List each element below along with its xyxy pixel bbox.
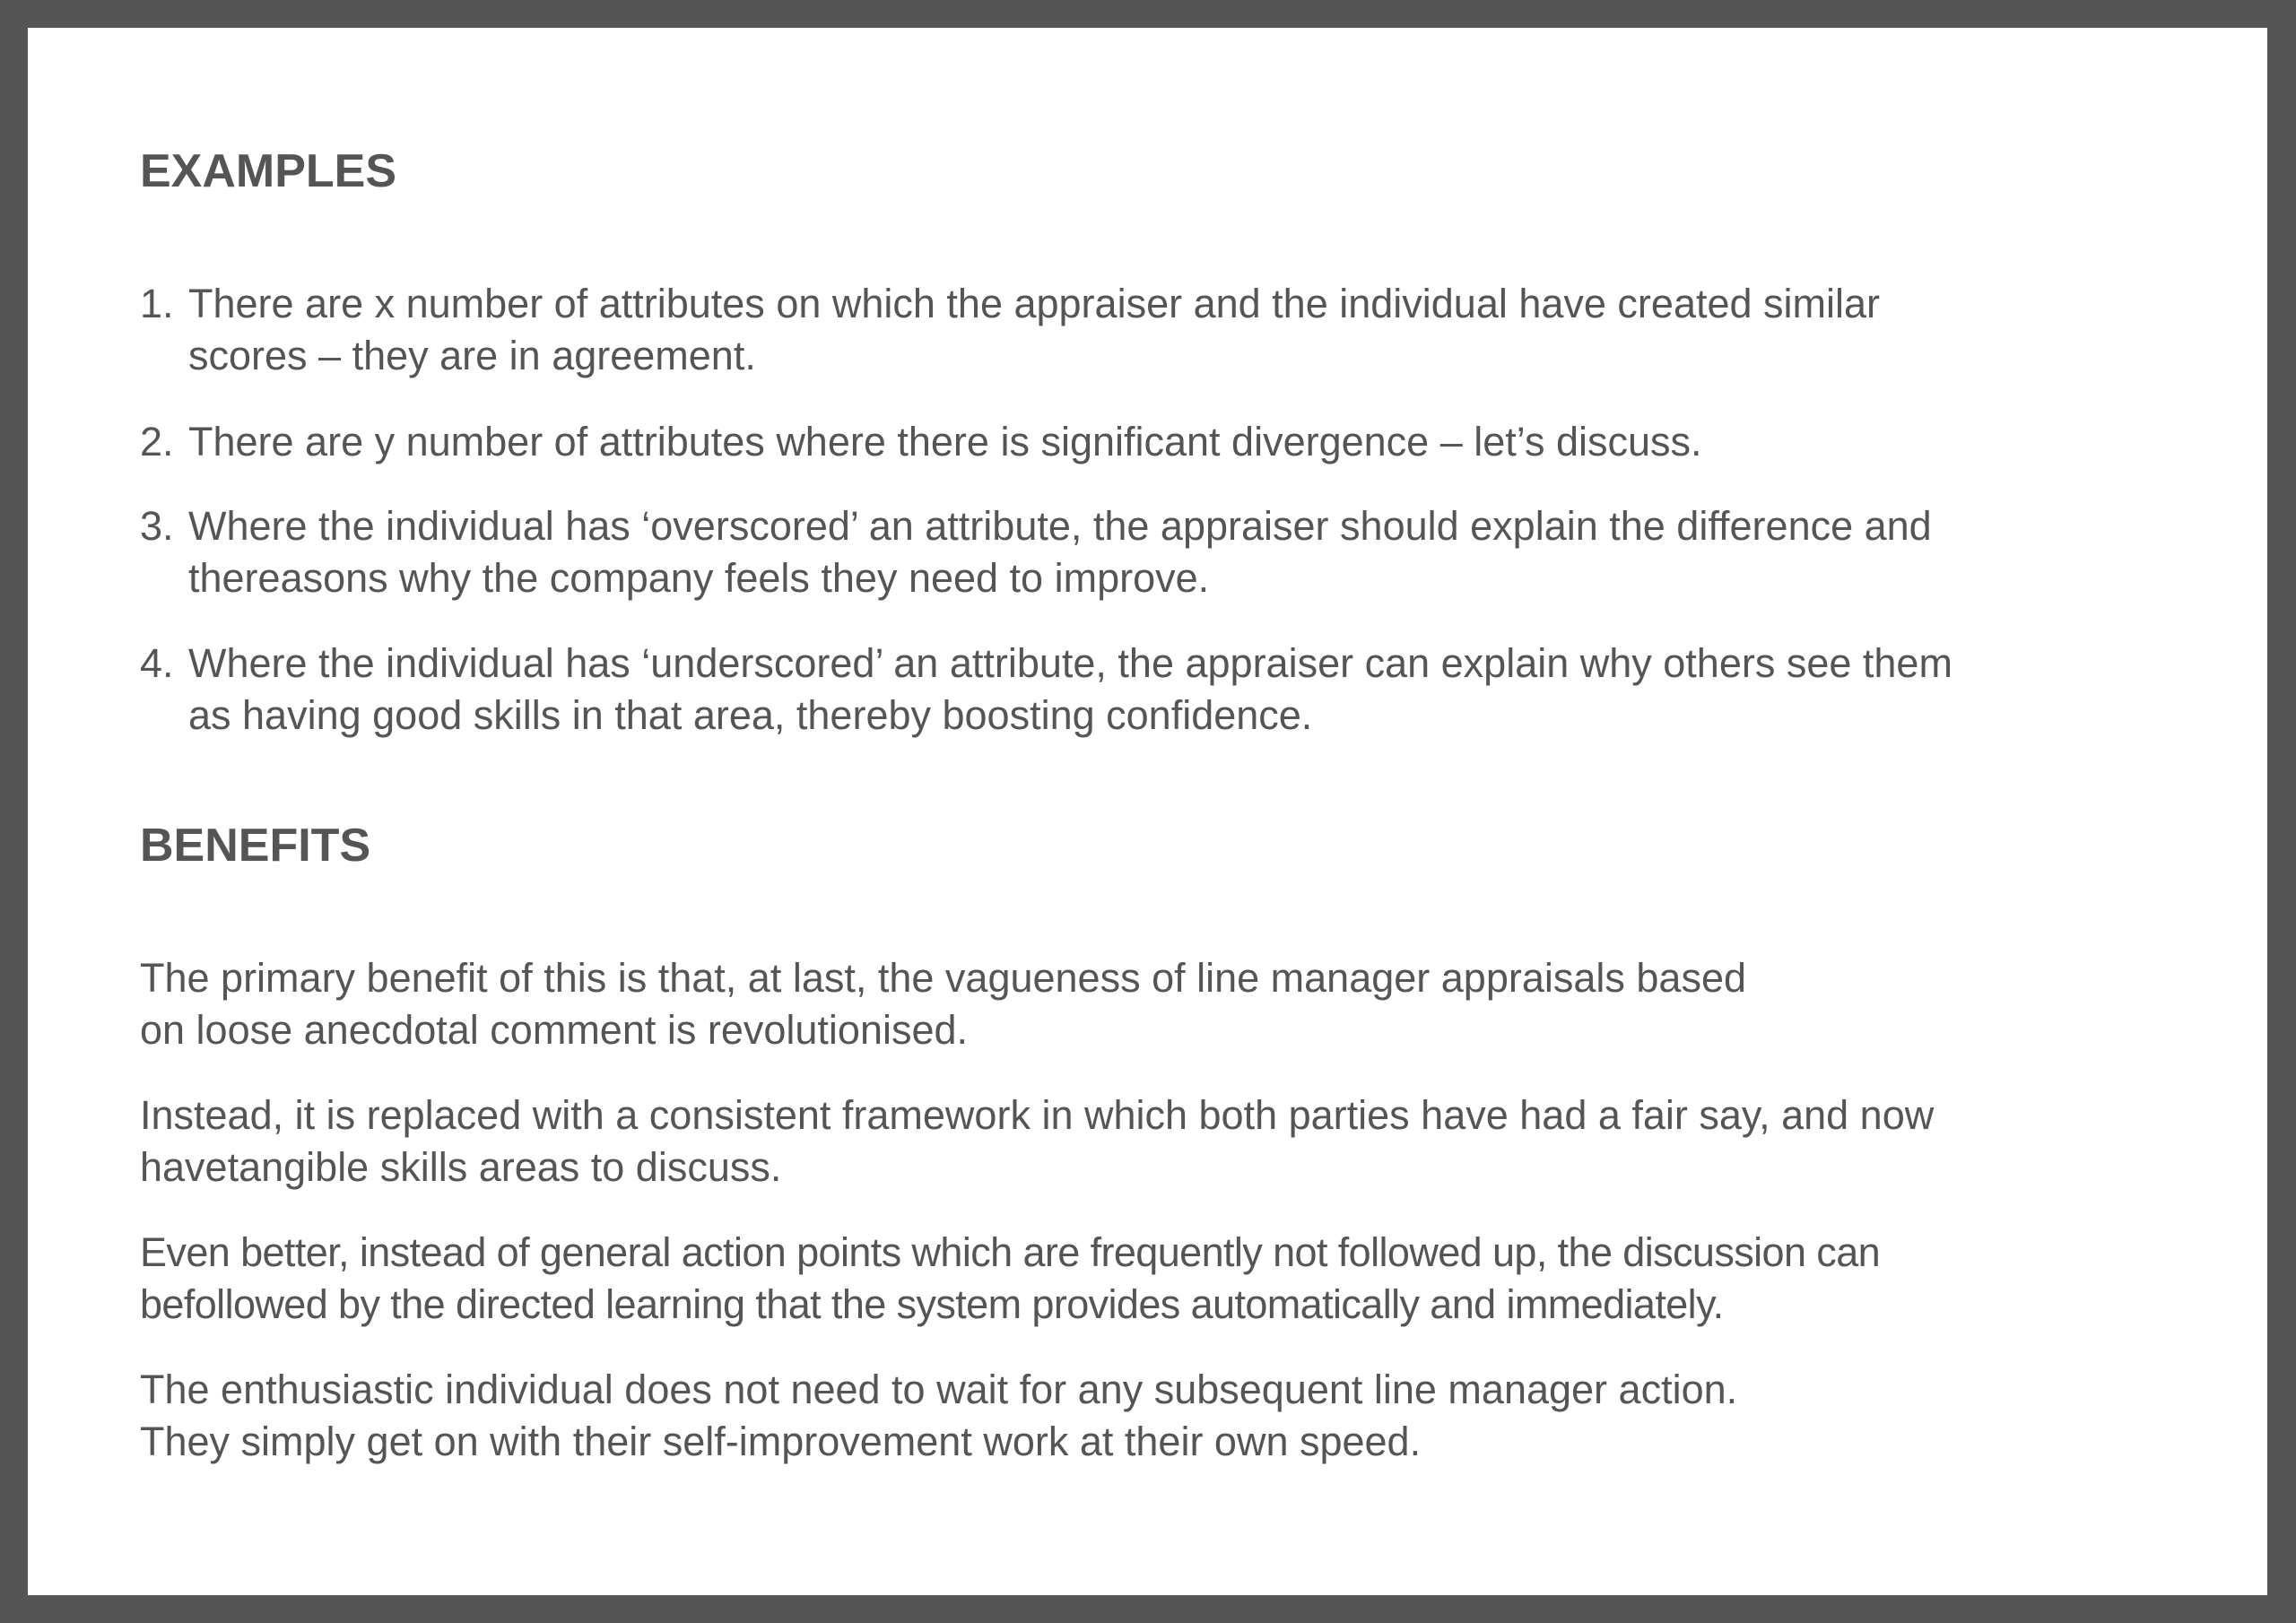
paragraph-line: The primary benefit of this is that, at last, the vagueness of line manager appraisals based	[140, 955, 1746, 1001]
list-item-number: 3.	[140, 503, 174, 549]
list-item-line: scores – they are in agreement.	[188, 333, 756, 378]
list-item-number: 2.	[140, 419, 174, 464]
list-item-line: Where the individual has ‘underscored’ an attribute, the appraiser can explain why others see them	[188, 640, 1952, 686]
list-item-line: There are y number of attributes where there is significant divergence – let’s discuss.	[188, 419, 1702, 464]
list-item-line: as having good skills in that area, thereby boosting confidence.	[188, 692, 1313, 738]
benefits-paragraph	[140, 952, 1746, 1056]
list-item-line: thereasons why the company feels they need to improve.	[188, 555, 1210, 601]
list-item-line: Where the individual has ‘overscored’ an attribute, the appraiser should explain the difference and	[188, 503, 1932, 549]
paragraph-line: on loose anecdotal comment is revolutionised.	[140, 1007, 969, 1053]
paragraph-line: havetangible skills areas to discuss.	[140, 1144, 782, 1190]
document-page	[28, 28, 2267, 1595]
paragraph-line: They simply get on with their self-improvement work at their own speed.	[140, 1419, 1422, 1464]
benefits-paragraph	[140, 1364, 1737, 1468]
list-item-line: There are x number of attributes on which the appraiser and the individual have created similar	[188, 281, 1881, 326]
list-item-text	[188, 638, 1952, 742]
benefits-heading: BENEFITS	[140, 820, 371, 872]
paragraph-line: Even better, instead of general action points which are frequently not followed up, the discussion can	[140, 1229, 1881, 1275]
benefits-paragraph	[140, 1089, 1934, 1193]
list-item-text	[188, 500, 1932, 604]
list-item-number: 4.	[140, 640, 174, 686]
list-item-number: 1.	[140, 281, 174, 326]
paragraph-line: Instead, it is replaced with a consistent framework in which both parties have had a fair say, and now	[140, 1092, 1935, 1138]
benefits-paragraph	[140, 1227, 1880, 1331]
examples-heading: EXAMPLES	[140, 145, 397, 197]
list-item-text	[188, 416, 1702, 468]
list-item-text	[188, 278, 1880, 382]
paragraph-line: befollowed by the directed learning that the system provides automatically and immediately.	[140, 1281, 1724, 1327]
paragraph-line: The enthusiastic individual does not need to wait for any subsequent line manager action.	[140, 1367, 1738, 1412]
